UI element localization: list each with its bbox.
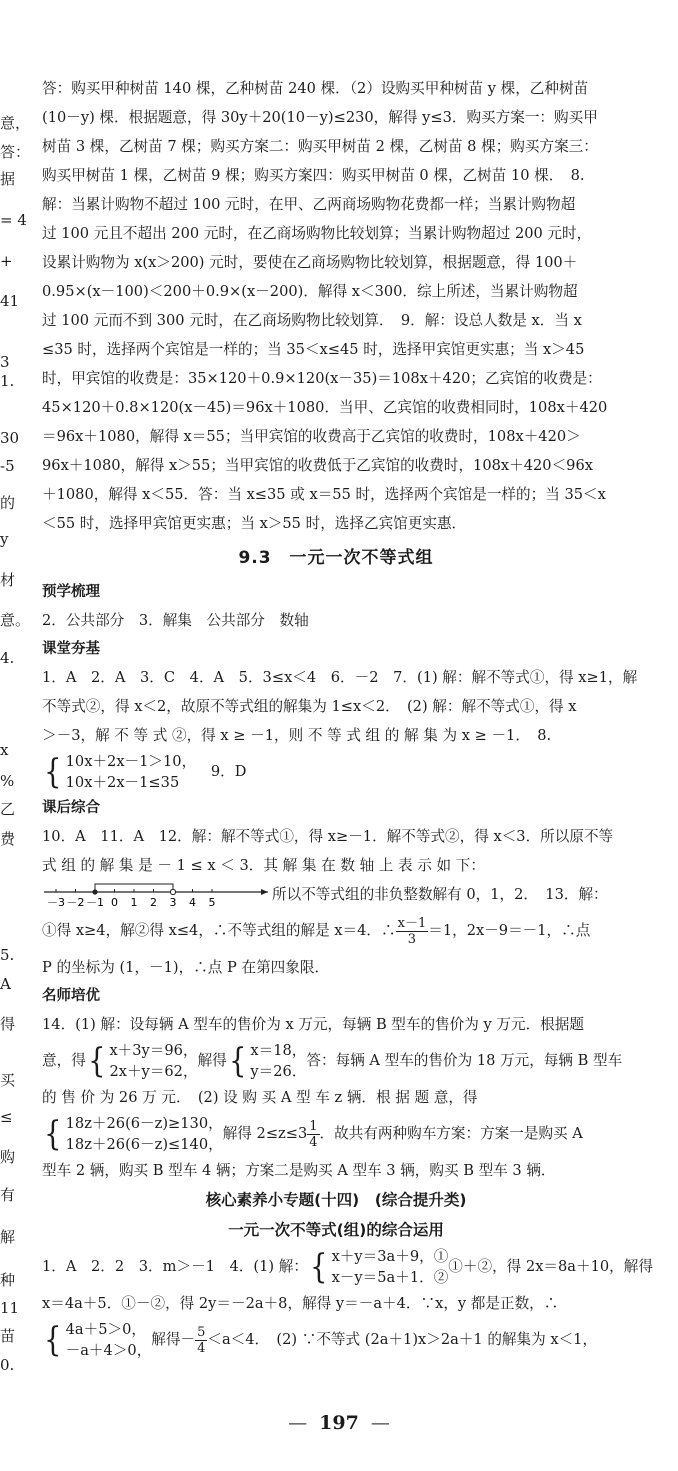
number-line-label: 1 bbox=[130, 896, 138, 909]
answer-line: 96x＋1080，解得 x＞55；当甲宾馆的收费低于乙宾馆的收费时，108x＋420＜96x bbox=[42, 457, 593, 474]
margin-fragment: 有 bbox=[0, 1186, 16, 1204]
margin-fragment: 乙 bbox=[0, 800, 16, 818]
number-line bbox=[42, 880, 272, 909]
after-line: 10．A 11．A 12．解：解不等式①，得 x≥－1．解不等式②，得 x＜3．所以原不等 bbox=[42, 828, 614, 845]
margin-fragment: 种 bbox=[0, 1271, 16, 1289]
answer-line: 购买甲树苗 1 棵，乙树苗 9 棵；购买方案四：购买甲树苗 0 棵，乙树苗 10 棵． 8. bbox=[42, 167, 585, 184]
answer-block-9-2 bbox=[42, 74, 630, 538]
q14-line2: 意，得 { x＋3y＝96， 2x＋y＝62， 解得 { x＝18， y＝26． 答：每辆 A 型车的售价为 18 万元，每辆 B 型车 bbox=[42, 1041, 623, 1081]
q13-fraction: $\frac{x-1}{3}$ bbox=[397, 915, 427, 947]
margin-fragment: 得 bbox=[0, 1015, 16, 1033]
margin-fragment: 材 bbox=[0, 571, 16, 589]
margin-fragment: 意， bbox=[0, 114, 31, 132]
margin-fragment: 苗 bbox=[0, 1327, 16, 1345]
margin-fragment: 意。 bbox=[0, 611, 31, 629]
q8-line bbox=[42, 750, 630, 794]
after-lines bbox=[42, 822, 630, 880]
number-line-arrow bbox=[261, 889, 268, 895]
special-line1: 1．A 2．2 3．m＞－1 4．(1) 解： { x＋y＝3a＋9，① x－y＝5a＋1．② ①＋②，得 2x＝8a＋10，解得 bbox=[42, 1247, 653, 1287]
answer-line: 过 100 元且不超出 200 元时，在乙商场购物比较划算；当累计购物超过 200 元时， bbox=[42, 225, 592, 242]
q14-line1: 14．(1) 解：设每辆 A 型车的售价为 x 万元，每辆 B 型车的售价为 y 万元．根据题 bbox=[42, 1016, 584, 1033]
left-margin-fragments bbox=[0, 0, 40, 1471]
class-label: 课堂夯基 bbox=[42, 641, 100, 657]
answer-line: 树苗 3 棵，乙树苗 7 棵；购买方案二：购买甲树苗 2 棵，乙树苗 8 棵；购买方案三： bbox=[42, 138, 598, 155]
answer-line: ＝96x＋1080，解得 x＝55；当甲宾馆的收费高于乙宾馆的收费时，108x＋420＞ bbox=[42, 428, 581, 445]
q14-system-a: { x＋3y＝96， 2x＋y＝62， bbox=[87, 1041, 198, 1081]
q13-line: ①得 x≥4，解②得 x≤4，∴不等式组的解是 x＝4．∴ $\frac{x-1}{3}$ ＝1，2x－9＝－1，∴点 bbox=[42, 915, 591, 947]
margin-fragment: 解 bbox=[0, 1228, 16, 1246]
nonneg-solutions: 所以不等式组的非负整数解有 0，1，2． 13．解： bbox=[272, 886, 608, 903]
q14-line5: 型车 2 辆，购买 B 型车 4 辆；方案二是购买 A 型车 3 辆，购买 B 型车 3 辆． bbox=[42, 1162, 556, 1179]
number-line-label: －3 bbox=[47, 896, 65, 909]
closed-endpoint bbox=[92, 889, 97, 894]
number-line-label: 3 bbox=[169, 896, 177, 909]
number-line-label: 5 bbox=[208, 896, 216, 909]
margin-fragment: A bbox=[0, 975, 11, 993]
margin-fragment: 费 bbox=[0, 830, 16, 848]
special-system-2: { 4a＋5＞0， －a＋4＞0， bbox=[44, 1320, 152, 1360]
answer-line: 解：当累计购物不超过 100 元时，在甲、乙两商场购物花费都一样；当累计购物超 bbox=[42, 196, 576, 213]
number-line-graphic bbox=[42, 880, 272, 909]
number-line-label: －1 bbox=[86, 896, 104, 909]
answer-line: (10－y) 棵．根据题意，得 30y＋20(10－y)≤230，解得 y≤3．购买方案一：购买甲 bbox=[42, 109, 598, 126]
special-line2: x＝4a＋5．①－②，得 2y＝－2a＋8，解得 y＝－a＋4．∵x，y 都是正数，∴ bbox=[42, 1295, 559, 1312]
answer-line: 答：购买甲种树苗 140 棵，乙种树苗 240 棵．（2）设购买甲种树苗 y 棵，乙种树苗 bbox=[42, 80, 589, 97]
class-line: 不等式②，得 x＜2，故原不等式组的解集为 1≤x＜2． (2) 解：解不等式①，得 x bbox=[42, 698, 577, 715]
margin-fragment: 买 bbox=[0, 1071, 16, 1089]
q14-line3: 的 售 价 为 26 万 元． (2) 设 购 买 A 型 车 z 辆．根 据 题 意，得 bbox=[42, 1089, 478, 1106]
margin-fragment: 41 bbox=[0, 292, 20, 310]
answer-line: ≤35 时，选择两个宾馆是一样的；当 35＜x≤45 时，选择甲宾馆更实惠；当 x＞45 bbox=[42, 341, 585, 358]
margin-fragment: 30 bbox=[0, 429, 20, 447]
margin-fragment: % bbox=[0, 772, 15, 790]
answer-line: 时，甲宾馆的收费是：35×120＋0.9×120(x－35)＝108x＋420；乙宾馆的收费是： bbox=[42, 370, 602, 387]
number-line-label: －2 bbox=[66, 896, 85, 909]
preview-line: 2．公共部分 3．解集 公共部分 数轴 bbox=[42, 612, 309, 629]
margin-fragment: 据 bbox=[0, 170, 16, 188]
margin-fragment: + bbox=[0, 252, 13, 270]
answer-line: 45×120＋0.8×120(x－45)＝96x＋1080．当甲、乙宾馆的收费相同时，108x＋420 bbox=[42, 399, 608, 416]
class-lines bbox=[42, 663, 638, 750]
margin-fragment: 的 bbox=[0, 494, 16, 512]
answer-line: ＋1080，解得 x＜55．答：当 x≤35 或 x＝55 时，选择两个宾馆是一样的；当 35＜x bbox=[42, 486, 606, 503]
class-line: ＞－3，解 不 等 式 ②，得 x ≥ －1，则 不 等 式 组 的 解 集 为 x ≥ －1． 8. bbox=[42, 727, 552, 744]
margin-fragment: 4. bbox=[0, 649, 15, 667]
q14-system-b: { x＝18， y＝26． bbox=[228, 1041, 307, 1081]
section-title: 9.3 一元一次不等式组 bbox=[238, 548, 434, 568]
margin-fragment: = 4 bbox=[0, 211, 27, 229]
margin-fragment: -5 bbox=[0, 457, 15, 475]
margin-fragment: 1. bbox=[0, 372, 15, 390]
number-line-label: 2 bbox=[150, 896, 157, 909]
number-line-row bbox=[42, 880, 630, 909]
margin-fragment: 3 bbox=[0, 353, 10, 371]
special-subtitle: 一元一次不等式(组)的综合运用 bbox=[228, 1221, 444, 1239]
number-line-label: 0 bbox=[111, 896, 118, 909]
margin-fragment: x bbox=[0, 741, 9, 759]
q14-line4: { 18z＋26(6－z)≥130， 18z＋26(6－z)≤140， 解得 2≤z≤3 $\frac{1}{4}$ ．故共有两种购车方案：方案一是购买 A bbox=[42, 1112, 630, 1156]
number-line-label: 4 bbox=[189, 896, 196, 909]
margin-fragment: 答： bbox=[0, 143, 31, 161]
q8-system: { 10x＋2x－1＞10， 10x＋2x－1≤35 bbox=[44, 752, 197, 792]
q14-system-c: { 18z＋26(6－z)≥130， 18z＋26(6－z)≤140， bbox=[44, 1114, 223, 1154]
answer-line: 过 100 元而不到 300 元时，在乙商场购物比较划算． 9．解：设总人数是 x．当 x bbox=[42, 312, 582, 329]
special-title: 核心素养小专题(十四) (综合提升类) bbox=[205, 1191, 467, 1209]
answer-line: 0.95×(x－100)＜200＋0.9×(x－200)．解得 x＜300．综上所述，当累计购物超 bbox=[42, 283, 578, 300]
margin-fragment: 购 bbox=[0, 1148, 16, 1166]
margin-fragment: 0. bbox=[0, 1356, 15, 1374]
answer-line: 设累计购物为 x(x＞200) 元时，要使在乙商场购物比较划算，根据题意，得 100＋ bbox=[42, 254, 578, 271]
open-endpoint bbox=[170, 889, 175, 894]
class-line: 1．A 2．A 3．C 4．A 5．3≤x＜4 6．－2 7．(1) 解：解不等式①，得 x≥1，解 bbox=[42, 669, 638, 686]
answer-line: ＜55 时，选择甲宾馆更实惠；当 x＞55 时，选择乙宾馆更实惠． bbox=[42, 515, 467, 532]
special-system-1: { x＋y＝3a＋9，① x－y＝5a＋1．② bbox=[310, 1247, 449, 1287]
margin-fragment: 5. bbox=[0, 946, 15, 964]
q14-fraction: $\frac{1}{4}$ bbox=[309, 1118, 318, 1150]
q9-answer: 9．D bbox=[210, 763, 247, 780]
page-number: — 197 — bbox=[288, 1412, 390, 1434]
teacher-label: 名师培优 bbox=[42, 988, 100, 1004]
special-line3: { 4a＋5＞0， －a＋4＞0， 解得－ $\frac{5}{4}$ ＜a＜4． (2) ∵不等式 (2a＋1)x＞2a＋1 的解集为 x＜1， bbox=[42, 1318, 630, 1362]
margin-fragment: ≤ bbox=[0, 1108, 13, 1126]
special-fraction: $\frac{5}{4}$ bbox=[197, 1324, 206, 1356]
answer-content bbox=[42, 74, 653, 1362]
q13-last: P 的坐标为 (1，－1)，∴点 P 在第四象限． bbox=[42, 959, 330, 976]
after-label: 课后综合 bbox=[42, 800, 100, 816]
after-line: 式 组 的 解 集 是 － 1 ≤ x ＜ 3．其 解 集 在 数 轴 上 表 示 如 下： bbox=[42, 857, 485, 874]
preview-label: 预学梳理 bbox=[42, 584, 100, 600]
margin-fragment: 11 bbox=[0, 1299, 20, 1317]
margin-fragment: y bbox=[0, 530, 9, 548]
